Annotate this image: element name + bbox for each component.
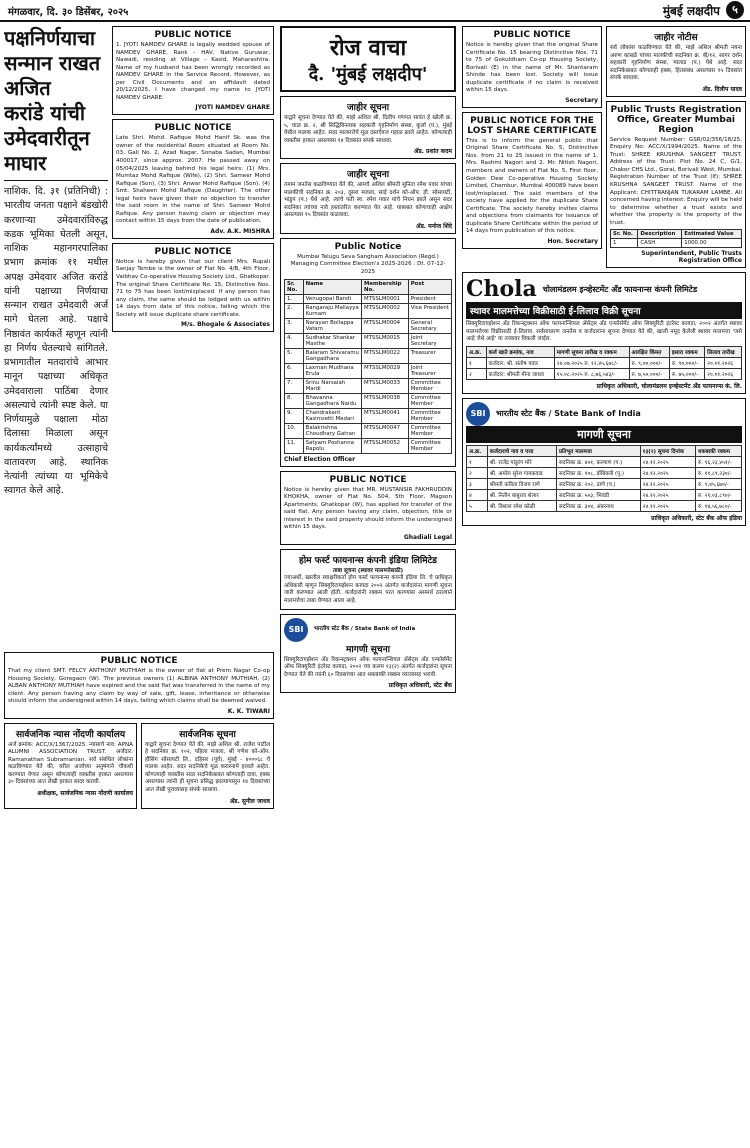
table-cell: Srinu Narsaiah Mardi bbox=[303, 378, 361, 393]
table-cell: रु. ९,४५,६७०/- bbox=[696, 478, 742, 489]
table-cell: २ bbox=[467, 467, 488, 478]
table-cell: कर्जदार: श्री. संतोष पवार bbox=[486, 357, 554, 368]
headline-line: करांडे यांची bbox=[4, 101, 86, 125]
table-cell: सदनिका क्र. २०२, ठाणे (प.) bbox=[556, 478, 640, 489]
company-name: होम फर्स्ट फायनान्स कंपनी इंडिया लिमिटेड bbox=[299, 555, 437, 566]
table-cell: MTSSLM0004 bbox=[361, 318, 408, 333]
notice-body: सिक्युरिटायझेशन अँड रिकन्स्ट्रक्शन ऑफ फायनान्शियल ॲसेट्स अँड एन्फोर्समेंट ऑफ सिक्युरिटी इंटरेस्ट कायदा, २००२ अंतर्गत स्थावर मालमत्तेच्या विक्रीसाठी ई-लिलाव. सर्वसाधारण जनतेस व कर्जदारांना सूचना देण्यात येते की, खाली नमूद केलेली स्थावर मालमत्ता 'जसे आहे जेथे आहे' या तत्त्वावर विकली जाईल. bbox=[466, 321, 742, 343]
table-cell: 1. bbox=[285, 294, 304, 303]
notice-title: मागणी सूचना bbox=[346, 644, 390, 655]
table-cell: Committee Member bbox=[408, 423, 451, 438]
table-cell: २४.१२.२०२५ bbox=[640, 467, 695, 478]
public-notice-1 bbox=[112, 26, 274, 115]
notice-title: मागणी सूचना bbox=[466, 426, 742, 443]
table-cell: Bhavanna Gangadhara Naidu bbox=[303, 393, 361, 408]
table-header: Estimated Value bbox=[682, 230, 742, 239]
table-cell: Chandrakant Kasimsetti Medari bbox=[303, 408, 361, 423]
table-row bbox=[285, 363, 452, 378]
notice-title: Public Notice bbox=[334, 241, 402, 252]
promo-line-2: दै. 'मुंबई लक्षदीप' bbox=[308, 64, 428, 85]
notice-body: ज्याअर्थी, खालील स्वाक्षरीकर्ता होम फर्स्ट फायनान्स कंपनी इंडिया लि. चे प्राधिकृत अधिकारी म्हणून सिक्युरिटायझेशन कायदा २००२ अंतर्गत कर्जदारांना मागणी सूचना जारी करण्यात आली होती. कर्जदारांनी रक्कम परत करण्यास असमर्थ ठरल्याने मालमत्तेचा ताबा घेण्यात आला आहे. bbox=[284, 575, 452, 605]
table-cell: Narayan Bollappa Vatam bbox=[303, 318, 361, 333]
notice-title: सार्वजनिक सूचना bbox=[179, 729, 236, 740]
movable-property-table bbox=[610, 229, 742, 248]
table-header: मागणी सूचना तारीख व रक्कम bbox=[554, 346, 629, 357]
table-cell: सदनिका क्र. १०८, डोंबिवली (पू.) bbox=[556, 467, 640, 478]
notice-body: Late Shri. Mohd. Rafique Mohd Hanif Sk. was the owner of the residential Room situated at Room No. 03, Gali No. 2, Azad Nagar, Sonaba Sadan, Mumbai 400017, since approx. 2007. He passed away on 05/04/2025 leaving behind his legal heirs: (1) Mrs. Mumtaz Mohd Rafique (Wife), (2) Shri. Sameer Mohd Rafique (Son), (3) Shri. Anwar Mohd Rafique (Son), (4) Smt. Shaheen Mohd Rafique (Daughter). The other legal heirs have given their no objection to transfer the said room in the name of Shri. Sameer Mohd Rafique. Any person having claim or objection may contact within 15 days from the date of publication. bbox=[116, 135, 270, 225]
chola-auction-notice bbox=[462, 272, 746, 394]
right-area bbox=[462, 26, 746, 1142]
lost-share-certificate-notice bbox=[462, 112, 602, 249]
notice-signature: Superintendent, Public Trusts Registration Office bbox=[641, 250, 742, 265]
table-cell: MTSSLM0001 bbox=[361, 294, 408, 303]
table-cell: श्री. नितीन बाबुराव शेलार bbox=[487, 489, 556, 500]
table-cell: 6. bbox=[285, 363, 304, 378]
notice-signature: Adv. A.K. MISHRA bbox=[210, 227, 270, 235]
table-cell: MTSSLM0038 bbox=[361, 393, 408, 408]
table-cell: MTSSLM0015 bbox=[361, 333, 408, 348]
table-cell: 11. bbox=[285, 438, 304, 453]
table-cell: MTSSLM0022 bbox=[361, 348, 408, 363]
table-cell: २४.१२.२०२५ bbox=[640, 500, 695, 511]
public-notice-2 bbox=[112, 119, 274, 239]
page-header bbox=[0, 0, 750, 22]
notice-signature: Secretary bbox=[565, 96, 598, 104]
public-notice-3 bbox=[112, 243, 274, 332]
table-row bbox=[467, 368, 742, 379]
election-results-table bbox=[284, 279, 452, 454]
chola-logo-icon: Chola bbox=[466, 276, 537, 303]
notices-column-2 bbox=[112, 26, 274, 646]
sbi-header bbox=[466, 402, 742, 426]
notice-body: That my client SMT. FELCY ANTHONY MUTHIAH is the owner of flat at Prem Nagar Co-op Housing Society, Goregaon (W). The previous owners (1) ALBINA ANTHONY MUTHIAH, (2) ALBAN ANTHONY MUTHIAH have expired and the said flat was transferred in the name of my client. Any person having any claim by way of sale, gift, lease, inheritance or otherwise should inform the undersigned within 14 days, failing which claims shall be deemed waived. bbox=[8, 668, 270, 705]
table-cell: MTSSLM0029 bbox=[361, 363, 408, 378]
notice-title: Public Trusts Registration Office, Greater Mumbai Region bbox=[610, 104, 742, 135]
notice-signature: K. K. TIWARI bbox=[227, 707, 270, 715]
table-cell: ५ bbox=[467, 500, 488, 511]
notice-title: जाहीर सूचना bbox=[346, 103, 390, 113]
public-notice-mid bbox=[280, 471, 456, 545]
table-cell: सदनिका क्र. ५०३, भिवंडी bbox=[556, 489, 640, 500]
table-cell: Committee Member bbox=[408, 378, 451, 393]
table-cell: सदनिका क्र. ४०१, कल्याण (प.) bbox=[556, 456, 640, 467]
table-header: इसारा रक्कम bbox=[669, 346, 704, 357]
notice-signature: M/s. Bhogale & Associates bbox=[180, 321, 270, 329]
notice-title: PUBLIC NOTICE FOR THE LOST SHARE CERTIFICATE bbox=[467, 115, 597, 136]
table-cell: Committee Member bbox=[408, 408, 451, 423]
headline-line: उमेदवारीतून bbox=[4, 126, 90, 150]
sbi-logo-icon: SBI bbox=[466, 402, 490, 426]
table-cell: रु. ७५,०००/- bbox=[669, 368, 704, 379]
promo-line-1: रोज वाचा bbox=[329, 35, 407, 61]
table-cell: २०.०१.२०२६ bbox=[705, 368, 742, 379]
auction-table bbox=[466, 346, 742, 380]
table-cell: रु. ७,५०,०००/- bbox=[629, 368, 669, 379]
table-row bbox=[467, 357, 742, 368]
notice-signature: Ghadiali Legal bbox=[403, 533, 452, 541]
chola-header bbox=[466, 276, 742, 302]
public-trust-notice bbox=[606, 101, 746, 269]
table-header: कर्ज खाते क्रमांक, नाव bbox=[486, 346, 554, 357]
table-header: Sr. No. bbox=[611, 230, 638, 239]
headline-line: सन्मान राखत bbox=[4, 51, 101, 75]
table-row bbox=[285, 408, 452, 423]
sbi-demand-notice-center bbox=[280, 614, 456, 694]
table-cell: श्रीमती कविता विजय राणे bbox=[487, 478, 556, 489]
table-header: आरक्षित किंमत bbox=[629, 346, 669, 357]
table-header: Post bbox=[408, 279, 451, 294]
table-header: Name bbox=[303, 279, 361, 294]
sbi-demand-notice-right bbox=[462, 398, 746, 526]
table-cell: 10. bbox=[285, 423, 304, 438]
notice-signature: ॲड. सुनील जाधव bbox=[229, 797, 270, 805]
lead-headline bbox=[4, 26, 108, 181]
notice-signature: प्राधिकृत अधिकारी, चोलामंडलम इन्व्हेस्टमेंट अँड फायनान्स कं. लि. bbox=[596, 382, 742, 390]
table-cell: Satyam Poshanna Rapolu bbox=[303, 438, 361, 453]
notice-body: This is to inform the general public that Original Share Certificate No. 5, Distinctive Nos. from 21 to 25 issued in the name of 1. Mrs. Rashmi Nagori and 2. Mr. Nitish Nagori, members and owners of Flat No. 5, First floor, Golden Dew Co-operative Housing Society Limited, Chembur, Mumbai 400089 have been lost/misplaced. The said members of the society have applied for the duplicate Share Certificate. The society hereby invites claims and objections from claimants for issuance of duplicate Share Certificate within the period of 14 days from publication of this notice. bbox=[466, 137, 598, 235]
lower-left-notices bbox=[4, 652, 274, 1142]
headline-line: अजित bbox=[4, 76, 51, 100]
notice-signature: Hon. Secretary bbox=[547, 237, 598, 245]
table-cell: 4. bbox=[285, 333, 304, 348]
page-number: ५ bbox=[726, 1, 744, 19]
table-cell: Rangaraju Mallayya Kurnam bbox=[303, 303, 361, 318]
table-header: Description bbox=[638, 230, 682, 239]
table-cell: 9. bbox=[285, 408, 304, 423]
table-cell: Venugopal Bandi bbox=[303, 294, 361, 303]
notice-signature: Chief Election Officer bbox=[284, 455, 356, 463]
trust-registration-notice bbox=[4, 723, 137, 809]
table-cell: MTSSLM0033 bbox=[361, 378, 408, 393]
company-name: चोलामंडलम इन्व्हेस्टमेंट अँड फायनान्स कंपनी लिमिटेड bbox=[542, 284, 698, 294]
headline-line: पक्षनिर्णयाचा bbox=[4, 26, 96, 50]
notice-body: Notice is hereby given that our client Mrs. Rupali Sanjay Tembe is the owner of Flat No. 4/B, 4th Floor, Vaibhav Co-operative Housing Society Ltd., Ghatkopar. The original Share Certificate No. 15, Distinctive Nos. 71 to 75 has been lost/misplaced. If any person has any claim, the same should be lodged with us within 14 days from date of this notice, failing which the Society will issue duplicate share certificate. bbox=[116, 258, 270, 318]
home-first-notice bbox=[280, 549, 456, 610]
newspaper-promo bbox=[280, 26, 456, 92]
notice-signature: ॲड. मनोज शिंदे bbox=[416, 222, 452, 230]
table-cell: 8. bbox=[285, 393, 304, 408]
table-cell: २ bbox=[467, 368, 487, 379]
table-row bbox=[467, 489, 742, 500]
table-header: कर्जदाराचे नाव व पत्ता bbox=[487, 445, 556, 456]
table-cell: श्री. राजेंद्र पांडुरंग मोरे bbox=[487, 456, 556, 467]
table-row bbox=[467, 478, 742, 489]
notice-body: Service Request Number: GSR/02/356/18/25. Enquiry No: ACC/X/1994/2025. Name of the Trust: SHREE KRUSHNA SANGEET TRUST. Address of the Trust: Plot No. 24 C, G/1, Chakor CHS Ltd., Gorai, Borivali West, Mumbai. Registration Number of the Trust (If): SHREE KRUSHNA SANGEET TRUST. Name of the Applicant: CHITTRANJAN TUKARAM LAMBE. All concerned having interest: Enquiry will be held to determine whether a trust exists and whether the property is the property of the trust. bbox=[610, 136, 742, 226]
table-cell: २४.१२.२०२५ bbox=[640, 489, 695, 500]
notice-title: PUBLIC NOTICE bbox=[493, 30, 571, 40]
table-row bbox=[285, 333, 452, 348]
notice-signature: प्राधिकृत अधिकारी, स्टेट बँक bbox=[388, 682, 452, 690]
table-row bbox=[285, 348, 452, 363]
lead-article-body: नाशिक. दि. ३१ (प्रतिनिधी) : भारतीय जनता पक्षाने बंडखोरी करणाऱ्या उमेदवारांविरुद्ध कडक भूमिका घेतली असून, नाशिक महानगरपालिका प्रभाग क्रमांक ११ मधील अपक्ष उमेदवार अजित करांडे यांनी पक्षाच्या निर्णयाचा सन्मान राखत उमेदवारी अर्ज मागे घेतला आहे. पक्षाचे निष्ठावंत कार्यकर्ते म्हणून त्यांनी हा निर्णय घेतल्याचे सांगितले. प्रभागातील मतदारांचे आभार मानून पक्षाच्या अधिकृत उमेदवाराला पाठिंबा देणार असल्याचे त्यांनी स्पष्ट केले. या निर्णयामुळे पक्षाला मोठा दिलासा मिळाला असून कार्यकर्त्यांमध्ये उत्साहाचे वातावरण आहे. स्थानिक नेत्यांनी त्यांच्या या भूमिकेचे स्वागत केले आहे. bbox=[4, 186, 108, 497]
table-row bbox=[285, 438, 452, 453]
table-header: थकबाकी रक्कम bbox=[696, 445, 742, 456]
sbi-logo-icon: SBI bbox=[284, 618, 308, 642]
table-header: अ.क्र. bbox=[467, 445, 488, 456]
public-notice-4 bbox=[4, 652, 274, 719]
table-cell: Committee Member bbox=[408, 438, 451, 453]
table-row bbox=[285, 423, 452, 438]
table-cell: रु. ११,८९,२३०/- bbox=[696, 467, 742, 478]
table-row bbox=[285, 303, 452, 318]
newspaper-name: मुंबई लक्षदीप bbox=[662, 4, 720, 18]
table-cell: २०.०१.२०२६ bbox=[705, 357, 742, 368]
table-cell: 3. bbox=[285, 318, 304, 333]
election-notice bbox=[280, 238, 456, 467]
table-cell: २४.०७.२०२५ रु. १२,४५,६७८/- bbox=[554, 357, 629, 368]
notice-signature: प्राधिकृत अधिकारी, स्टेट बँक ऑफ इंडिया bbox=[651, 514, 742, 522]
table-cell: कर्जदार: श्रीमती मीना जाधव bbox=[486, 368, 554, 379]
table-row bbox=[285, 294, 452, 303]
jahir-notice-right bbox=[606, 26, 746, 97]
table-cell: श्री. अमोल सुरेश गायकवाड bbox=[487, 467, 556, 478]
table-cell: २४.१२.२०२५ bbox=[640, 456, 695, 467]
table-row bbox=[285, 318, 452, 333]
table-header: Membership No. bbox=[361, 279, 408, 294]
headline-line: माघार bbox=[4, 151, 47, 175]
notice-signature: अधीक्षक, सार्वजनिक न्यास नोंदणी कार्यालय bbox=[37, 790, 133, 798]
notice-title: सार्वजनिक न्यास नोंदणी कार्यालय bbox=[15, 729, 126, 740]
table-cell: Sudhakar Shankar Masthe bbox=[303, 333, 361, 348]
center-column bbox=[280, 26, 456, 1142]
bank-name: भारतीय स्टेट बैंक / State Bank of India bbox=[314, 625, 416, 632]
notice-title: जाहीर सूचना bbox=[346, 170, 390, 181]
notice-body: याद्वारे सूचना देण्यात येते की, माझे अशिल श्री. राजेश पाटील हे सदनिका क्र. १०२, पहिला मजला, श्री गणेश को-ऑप. हौसिंग सोसायटी लि., दहिसर (पूर्व), मुंबई - ४०००६८ चे मालक आहेत. सदर सदनिकेचे मूळ करारनामे हरवले आहेत. कोणत्याही व्यक्तीस सदर सदनिकेबाबत कोणताही दावा, हक्क असल्यास त्यांनी ही सूचना प्रसिद्ध झाल्यापासून १४ दिवसांच्या आत लेखी पुराव्यासह संपर्क साधावा. bbox=[145, 741, 270, 794]
table-cell: CASH bbox=[638, 239, 682, 248]
table-cell: Laxman Mudhana Erula bbox=[303, 363, 361, 378]
notice-body: सिक्युरिटायझेशन अँड रिकन्स्ट्रक्शन ऑफ फायनान्शियल ॲसेट्स अँड एन्फोर्समेंट ऑफ सिक्युरिटी इंटरेस्ट कायदा, २००२ च्या कलम १३(२) अंतर्गत कर्जदारांना सूचना देण्यात येते की त्यांनी ६० दिवसांच्या आत थकबाकी रक्कम व्याजासह भरावी. bbox=[284, 656, 452, 678]
table-cell: 1 bbox=[611, 239, 638, 248]
table-cell: रु. १६,२३,४५१/- bbox=[696, 456, 742, 467]
table-cell: रु. ९,००,०००/- bbox=[629, 357, 669, 368]
table-cell: President bbox=[408, 294, 451, 303]
table-cell: General Secretary bbox=[408, 318, 451, 333]
table-cell: १५.०८.२०२५ रु. ८,७६,५४३/- bbox=[554, 368, 629, 379]
bank-name: भारतीय स्टेट बैंक / State Bank of India bbox=[496, 409, 641, 419]
notice-subtitle: Mumbai Telugu Seva Sangham Association (Regd.) Managing Committee Election's 2025-2026 : Dt. 07-12-2025 bbox=[290, 253, 446, 276]
lead-article bbox=[4, 26, 108, 646]
table-row bbox=[467, 467, 742, 478]
demand-notice-table bbox=[466, 445, 742, 512]
issue-date: मंगळवार, दि. ३० डिसेंबर, २०२५ bbox=[8, 7, 129, 18]
table-row bbox=[611, 239, 742, 248]
table-row bbox=[467, 500, 742, 511]
table-cell: Committee Member bbox=[408, 393, 451, 408]
table-header: Sr. No. bbox=[285, 279, 304, 294]
table-cell: MTSSLM0041 bbox=[361, 408, 408, 423]
notice-title: PUBLIC NOTICE bbox=[329, 474, 407, 485]
table-cell: रु. २१,०३,८९०/- bbox=[696, 489, 742, 500]
table-cell: Joint Secretary bbox=[408, 333, 451, 348]
table-header: १३(२) सूचना दिनांक bbox=[640, 445, 695, 456]
auction-banner: स्थावर मालमत्तेच्या विक्रीसाठी ई-लिलाव विक्री सूचना bbox=[466, 302, 742, 319]
table-row bbox=[285, 378, 452, 393]
notice-body: अर्ज क्रमांक: ACC/X/1367/2025. न्यासाचे नाव: APNA ALUMNI ASSOCIATION TRUST. अर्जदार: Ramanathan Subramanian. सर्व संबंधित लोकांना कळविण्यात येते की, वरील अर्जाच्या अनुषंगाने चौकशी करण्यात येणार असून कोणत्याही व्यक्तीस हरकत असल्यास ३० दिवसांच्या आत लेखी हरकत सादर करावी. bbox=[8, 741, 133, 786]
table-cell: रु. ९०,०००/- bbox=[669, 357, 704, 368]
table-cell: रु. १४,५६,७८०/- bbox=[696, 500, 742, 511]
sbi-header bbox=[284, 618, 452, 642]
table-row bbox=[467, 456, 742, 467]
table-cell: Vice President bbox=[408, 303, 451, 318]
notice-body: 1. JYOTI NAMDEV GHARE is legally wedded spouse of NAMDEV GHARE, Rank - HAV, Native Guruwar, Nawadi, residing at Village - Kasid, Maharashtra. Name of my husband has been wrongly recorded as NAMDEV GHARE in the Service Record. However, as per Civil Documents and an affidavit dated 20/12/2025, I have changed my name to JYOTI NAMDEV GHARE. bbox=[116, 42, 270, 101]
notice-body: Notice is hereby given that MR. MUSTANSIR FAKHRUDDIN KHOKHA, owner of Flat No. 504, 5th Floor, Magson Apartments, Ghatkopar (W), has applied for transfer of the said flat. Any person having any claim, objection, title or interest in the said property should inform the undersigned within 15 days. bbox=[284, 486, 452, 531]
table-header: प्रतिभूत मालमत्ता bbox=[556, 445, 640, 456]
table-cell: २४.१२.२०२५ bbox=[640, 478, 695, 489]
table-cell: सदनिका क्र. ३०४, अंबरनाथ bbox=[556, 500, 640, 511]
table-row bbox=[285, 393, 452, 408]
notice-title: PUBLIC NOTICE bbox=[154, 246, 232, 257]
marathi-public-notice bbox=[141, 723, 274, 809]
notice-title: PUBLIC NOTICE bbox=[154, 30, 232, 40]
notice-body: तमाम जनतेस कळविण्यात येते की, आमचे अशिल श्रीमती सुनिता रमेश पवार यांच्या मालकीची सदनिका क्र. २०३, दुसरा मजला, साई दर्शन को-ऑप. हौ. सोसायटी, भांडुप (प.) येथे आहे. त्यांचे पती स्व. रमेश पवार यांचे निधन झाले असून सदर सदनिका त्यांच्या नावे हस्तांतरित करण्यात येत आहे. याबाबत कोणाचाही आक्षेप असल्यास १५ दिवसांत कळवावा. bbox=[284, 182, 452, 219]
table-cell: Balakrishna Choudhary Gatran bbox=[303, 423, 361, 438]
table-cell: Balaram Shivaramu Gangadhara bbox=[303, 348, 361, 363]
notice-signature: ॲड. दिलीप यादव bbox=[702, 85, 742, 93]
table-cell: 1000.00 bbox=[682, 239, 742, 248]
table-cell: Joint Treasurer bbox=[408, 363, 451, 378]
notice-signature: JYOTI NAMDEV GHARE bbox=[195, 104, 270, 112]
notice-title: PUBLIC NOTICE bbox=[154, 123, 232, 134]
table-cell: 7. bbox=[285, 378, 304, 393]
notice-subtitle: ताबा सूचना (स्थावर मालमत्तेसाठी) bbox=[332, 567, 404, 574]
notice-title: PUBLIC NOTICE bbox=[100, 656, 178, 666]
table-cell: 5. bbox=[285, 348, 304, 363]
jahir-suchana-1 bbox=[280, 96, 456, 159]
table-cell: ४ bbox=[467, 489, 488, 500]
notice-body: याद्वारे सूचना देण्यात येते की, माझे अशिल श्री. दिलीप गणपत सावंत हे खोली क्र. ५, चाळ क्र. २, श्री सिद्धिविनायक सहकारी गृहनिर्माण संस्था, कुर्ला (प.), मुंबई येथील मालक आहेत. सदर मालमत्तेचे मूळ दस्तऐवज गहाळ झाले आहेत. कोणत्याही व्यक्तीस हरकत असल्यास १४ दिवसांत संपर्क साधावा. bbox=[284, 115, 452, 144]
table-cell: MTSSLM0052 bbox=[361, 438, 408, 453]
table-cell: Treasurer bbox=[408, 348, 451, 363]
table-cell: MTSSLM0002 bbox=[361, 303, 408, 318]
table-cell: ३ bbox=[467, 478, 488, 489]
notice-body: सर्व लोकांस कळविण्यात येते की, माझे अशिल श्रीमती नयना अरुण कांबळे यांच्या मालकीची सदनिका क्र. बी/१२, सागर दर्शन सहकारी गृहनिर्माण संस्था, मालाड (प.) येथे आहे. सदर सदनिकेबाबत कोणताही हक्क, हितसंबंध असल्यास १५ दिवसांत संपर्क साधावा. bbox=[610, 45, 742, 82]
table-cell: MTSSLM0047 bbox=[361, 423, 408, 438]
table-cell: 2. bbox=[285, 303, 304, 318]
table-cell: १ bbox=[467, 456, 488, 467]
table-header: अ.क्र. bbox=[467, 346, 487, 357]
jahir-suchana-2 bbox=[280, 163, 456, 234]
notice-body: Notice is hereby given that the original Share Certificate No. 15 bearing Distinctive Nos. 71 to 75 of Gokuldham Co-op Housing Society, Borivali (E) in the name of Mr. Shantaram Shinde has been lost. Society will issue duplicate certificate if no claim is received within 15 days. bbox=[466, 42, 598, 94]
public-notice-right-en bbox=[462, 26, 602, 108]
table-cell: श्री. विशाल रमेश कोळी bbox=[487, 500, 556, 511]
table-header: लिलाव तारीख bbox=[705, 346, 742, 357]
notice-title: जाहीर नोटीस bbox=[654, 33, 698, 43]
notice-signature: ॲड. प्रशांत कदम bbox=[413, 148, 452, 156]
table-cell: १ bbox=[467, 357, 487, 368]
